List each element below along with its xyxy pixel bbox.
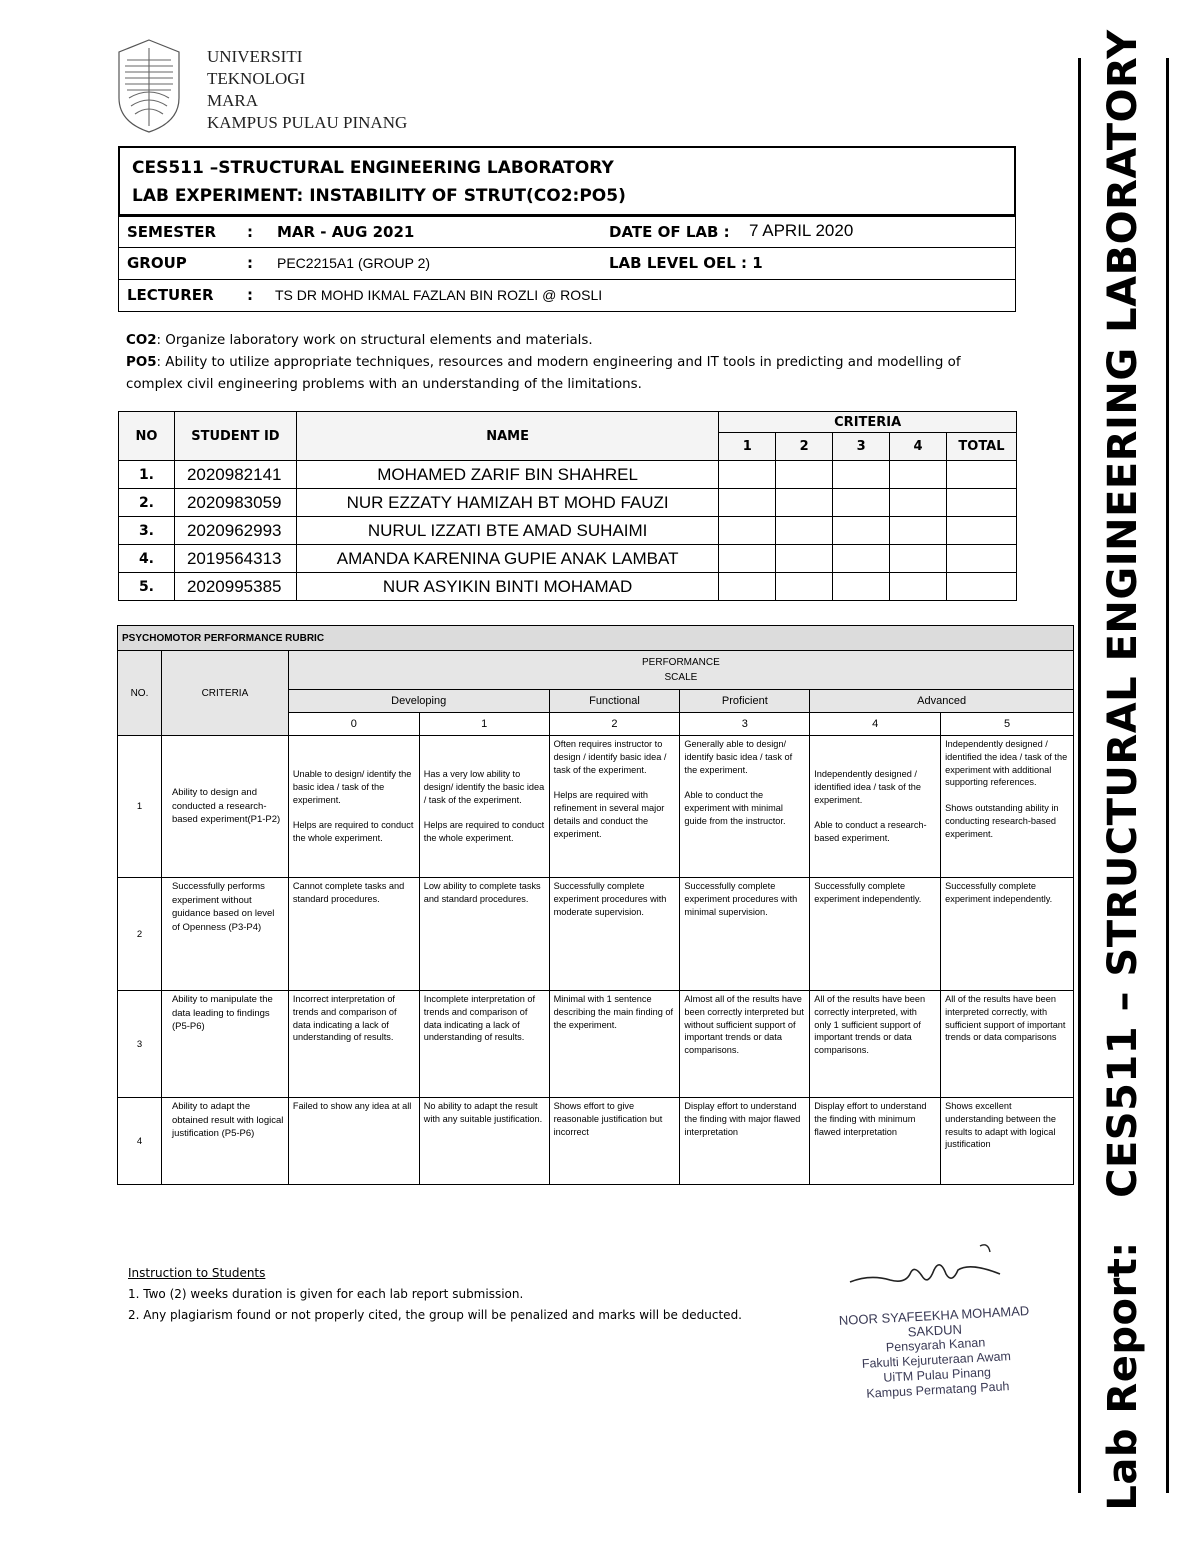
row-name: NUR EZZATY HAMIZAH BT MOHD FAUZI xyxy=(296,489,718,517)
scale-3: 3 xyxy=(680,713,810,736)
table-row xyxy=(119,489,1017,517)
rubric-cell: Shows effort to give reasonable justification but incorrect xyxy=(549,1098,680,1185)
semester-label: SEMESTER xyxy=(127,223,217,241)
stamp-line: Pensyarah Kanan xyxy=(885,1335,986,1355)
rubric-table xyxy=(117,625,1074,1185)
stamp-line: Fakulti Kejuruteraan Awam xyxy=(861,1349,1012,1371)
rubric-criteria: Ability to design and conducted a research- based experiment(P1-P2) xyxy=(161,736,288,878)
rubric-row-no: 4 xyxy=(118,1098,162,1185)
po5-text: : Ability to utilize appropriate techniques, resources and modern engineering and IT tools in predicting and modelling of complex civil engineering problems with an understanding of the limitations. xyxy=(126,355,961,392)
total-cell xyxy=(946,545,1016,573)
score-cell xyxy=(890,545,947,573)
score-cell xyxy=(833,545,890,573)
rubric-row-no: 1 xyxy=(118,736,162,878)
group-value: PEC2215A1 (GROUP 2) xyxy=(277,255,431,271)
score-cell xyxy=(776,573,833,601)
official-stamp xyxy=(834,1303,1038,1403)
experiment-title: LAB EXPERIMENT: INSTABILITY OF STRUT(CO2:PO5) xyxy=(132,186,626,206)
score-cell xyxy=(833,461,890,489)
score-cell xyxy=(833,489,890,517)
rubric-cell: Generally able to design/ identify basic idea / task of the experiment. Able to conduct the experiment with minimal guide from the instructor. xyxy=(680,736,810,878)
co2-line xyxy=(126,330,1006,352)
score-cell xyxy=(719,489,776,517)
total-cell xyxy=(946,461,1016,489)
score-cell xyxy=(719,573,776,601)
score-cell xyxy=(833,517,890,545)
row-no: 4. xyxy=(119,545,175,573)
score-cell xyxy=(833,573,890,601)
semester-value: MAR - AUG 2021 xyxy=(277,223,415,241)
score-cell xyxy=(776,489,833,517)
stamp-name: NOOR SYAFEEKHA MOHAMAD SAKDUN xyxy=(838,1303,1030,1340)
rubric-cell: Display effort to understand the finding with major flawed interpretation xyxy=(680,1098,810,1185)
table-row xyxy=(119,461,1017,489)
instructions-heading: Instruction to Students xyxy=(128,1266,266,1280)
row-no: 5. xyxy=(119,573,175,601)
stamp-line: Kampus Permatang Pauh xyxy=(866,1379,1010,1401)
row-name: AMANDA KARENINA GUPIE ANAK LAMBAT xyxy=(296,545,718,573)
lab-level: LAB LEVEL OEL : 1 xyxy=(609,254,763,272)
rubric-row-no: 3 xyxy=(118,991,162,1098)
rubric-cell: Display effort to understand the finding with minimum flawed interpretation xyxy=(810,1098,941,1185)
rubric-cell: All of the results have been interpreted correctly, with sufficient support of important trends or data comparisons xyxy=(941,991,1074,1098)
lecturer-label: LECTURER xyxy=(127,286,214,304)
rubric-cell: Almost all of the results have been correctly interpreted but without sufficient support of important trends or data comparisons. xyxy=(680,991,810,1098)
rubric-cell: Incomplete interpretation of trends and comparison of data indicating a lack of understanding of results. xyxy=(419,991,549,1098)
table-header-row xyxy=(119,412,1017,433)
rubric-row xyxy=(118,991,1074,1098)
rubric-row-no: 2 xyxy=(118,878,162,991)
rubric-cell: Successfully complete experiment independently. xyxy=(810,878,941,991)
rubric-cell: Successfully complete experiment independently. xyxy=(941,878,1074,991)
row-student-id: 2020982141 xyxy=(174,461,296,489)
score-cell xyxy=(890,461,947,489)
university-line: UNIVERSITI xyxy=(207,47,303,66)
co2-label: CO2 xyxy=(126,333,157,348)
score-cell xyxy=(890,517,947,545)
scale-2: 2 xyxy=(549,713,680,736)
score-cell xyxy=(719,461,776,489)
colon: : xyxy=(247,254,253,272)
side-border-left xyxy=(1078,58,1081,1493)
rubric-cell: Low ability to complete tasks and standard procedures. xyxy=(419,878,549,991)
total-cell xyxy=(946,517,1016,545)
header-total: TOTAL xyxy=(946,433,1016,461)
score-cell xyxy=(890,573,947,601)
row-name: NURUL IZZATI BTE AMAD SUHAIMI xyxy=(296,517,718,545)
rubric-row xyxy=(118,1098,1074,1185)
side-label: Lab Report: CES511 – STRUCTURAL ENGINEERING LABORATORY xyxy=(1100,29,1146,1511)
rubric-cell: Successfully complete experiment procedures with minimal supervision. xyxy=(680,878,810,991)
header-criteria: CRITERIA xyxy=(719,412,1017,433)
row-student-id: 2020983059 xyxy=(174,489,296,517)
colon: : xyxy=(247,286,253,304)
university-name xyxy=(207,46,407,134)
university-logo xyxy=(115,38,183,134)
row-student-id: 2020995385 xyxy=(174,573,296,601)
table-row xyxy=(119,545,1017,573)
level-proficient: Proficient xyxy=(680,690,810,713)
score-cell xyxy=(719,517,776,545)
header-c4: 4 xyxy=(890,433,947,461)
stamp-line: UiTM Pulau Pinang xyxy=(882,1365,992,1385)
row-name: MOHAMED ZARIF BIN SHAHREL xyxy=(296,461,718,489)
scale-4: 4 xyxy=(810,713,941,736)
rubric-criteria-header: CRITERIA xyxy=(161,651,288,736)
scale-label: SCALE xyxy=(664,672,698,683)
student-table xyxy=(118,411,1017,601)
rubric-cell: Cannot complete tasks and standard procedures. xyxy=(288,878,419,991)
rubric-cell: Often requires instructor to design / identify basic idea / task of the experiment. Helps are required with refinement in several major details and conduct the experiment. xyxy=(549,736,680,878)
date-label: DATE OF LAB : xyxy=(609,223,730,241)
header-c1: 1 xyxy=(719,433,776,461)
rubric-cell: Independently designed / identified idea / task of the experiment. Able to conduct a research-based experiment. xyxy=(810,736,941,878)
level-functional: Functional xyxy=(549,690,680,713)
rubric-criteria: Successfully performs experiment without guidance based on level of Openness (P3-P4) xyxy=(161,878,288,991)
scale-5: 5 xyxy=(941,713,1074,736)
row-student-id: 2019564313 xyxy=(174,545,296,573)
university-line: MARA xyxy=(207,91,259,110)
semester-row xyxy=(118,216,1016,248)
po5-line xyxy=(126,352,1006,396)
course-outcomes xyxy=(126,330,1006,396)
rubric-cell: Failed to show any idea at all xyxy=(288,1098,419,1185)
table-row xyxy=(119,517,1017,545)
rubric-row xyxy=(118,878,1074,991)
level-developing: Developing xyxy=(288,690,549,713)
performance-scale-header xyxy=(288,651,1073,690)
rubric-cell: Minimal with 1 sentence describing the main finding of the experiment. xyxy=(549,991,680,1098)
rubric-cell: Independently designed / identified the idea / task of the experiment with additional supporting references. Shows outstanding ability in conducting research-based experiment. xyxy=(941,736,1074,878)
date-value: 7 APRIL 2020 xyxy=(749,221,854,240)
row-no: 1. xyxy=(119,461,175,489)
rubric-row xyxy=(118,736,1074,878)
lecturer-value: TS DR MOHD IKMAL FAZLAN BIN ROZLI @ ROSLI xyxy=(275,287,603,303)
header-no: NO xyxy=(119,412,175,461)
rubric-cell: Incorrect interpretation of trends and comparison of data indicating a lack of understanding of results. xyxy=(288,991,419,1098)
header-c2: 2 xyxy=(776,433,833,461)
rubric-cell: Unable to design/ identify the basic idea / task of the experiment. Helps are required to conduct the whole experiment. xyxy=(288,736,419,878)
header-c3: 3 xyxy=(833,433,890,461)
performance-label: PERFORMANCE xyxy=(642,657,720,668)
instruction-item: 2. Any plagiarism found or not properly cited, the group will be penalized and marks will be deducted. xyxy=(128,1308,742,1322)
rubric-cell: Has a very low ability to design/ identify the basic idea / task of the experiment. Helps are required to conduct the whole experiment. xyxy=(419,736,549,878)
instructions xyxy=(128,1263,742,1326)
header-student-id: STUDENT ID xyxy=(174,412,296,461)
score-cell xyxy=(719,545,776,573)
university-line: KAMPUS PULAU PINANG xyxy=(207,113,408,132)
co2-text: : Organize laboratory work on structural elements and materials. xyxy=(156,333,593,348)
score-cell xyxy=(776,545,833,573)
row-no: 3. xyxy=(119,517,175,545)
row-student-id: 2020962993 xyxy=(174,517,296,545)
side-border-right xyxy=(1166,58,1169,1493)
course-title: CES511 –STRUCTURAL ENGINEERING LABORATORY xyxy=(132,158,614,178)
header-name: NAME xyxy=(296,412,718,461)
rubric-cell: All of the results have been correctly interpreted, with only 1 sufficient support of important trends or data comparisons. xyxy=(810,991,941,1098)
score-cell xyxy=(776,517,833,545)
total-cell xyxy=(946,489,1016,517)
total-cell xyxy=(946,573,1016,601)
row-no: 2. xyxy=(119,489,175,517)
row-name: NUR ASYIKIN BINTI MOHAMAD xyxy=(296,573,718,601)
group-label: GROUP xyxy=(127,254,187,272)
lecturer-row xyxy=(118,280,1016,312)
score-cell xyxy=(776,461,833,489)
group-row xyxy=(118,248,1016,280)
rubric-cell: Successfully complete experiment procedures with moderate supervision. xyxy=(549,878,680,991)
scale-1: 1 xyxy=(419,713,549,736)
level-advanced: Advanced xyxy=(810,690,1074,713)
rubric-criteria: Ability to manipulate the data leading to findings (P5-P6) xyxy=(161,991,288,1098)
rubric-cell: Shows excellent understanding between the results to adapt with logical justification xyxy=(941,1098,1074,1185)
score-cell xyxy=(890,489,947,517)
rubric-criteria: Ability to adapt the obtained result with logical justification (P5-P6) xyxy=(161,1098,288,1185)
instruction-item: 1. Two (2) weeks duration is given for each lab report submission. xyxy=(128,1287,524,1301)
scale-0: 0 xyxy=(288,713,419,736)
university-line: TEKNOLOGI xyxy=(207,69,306,88)
rubric-cell: No ability to adapt the result with any suitable justification. xyxy=(419,1098,549,1185)
rubric-title: PSYCHOMOTOR PERFORMANCE RUBRIC xyxy=(118,626,1074,651)
po5-label: PO5 xyxy=(126,355,157,370)
rubric-no-header: NO. xyxy=(118,651,162,736)
colon: : xyxy=(247,223,253,241)
table-row xyxy=(119,573,1017,601)
title-box xyxy=(118,146,1016,216)
